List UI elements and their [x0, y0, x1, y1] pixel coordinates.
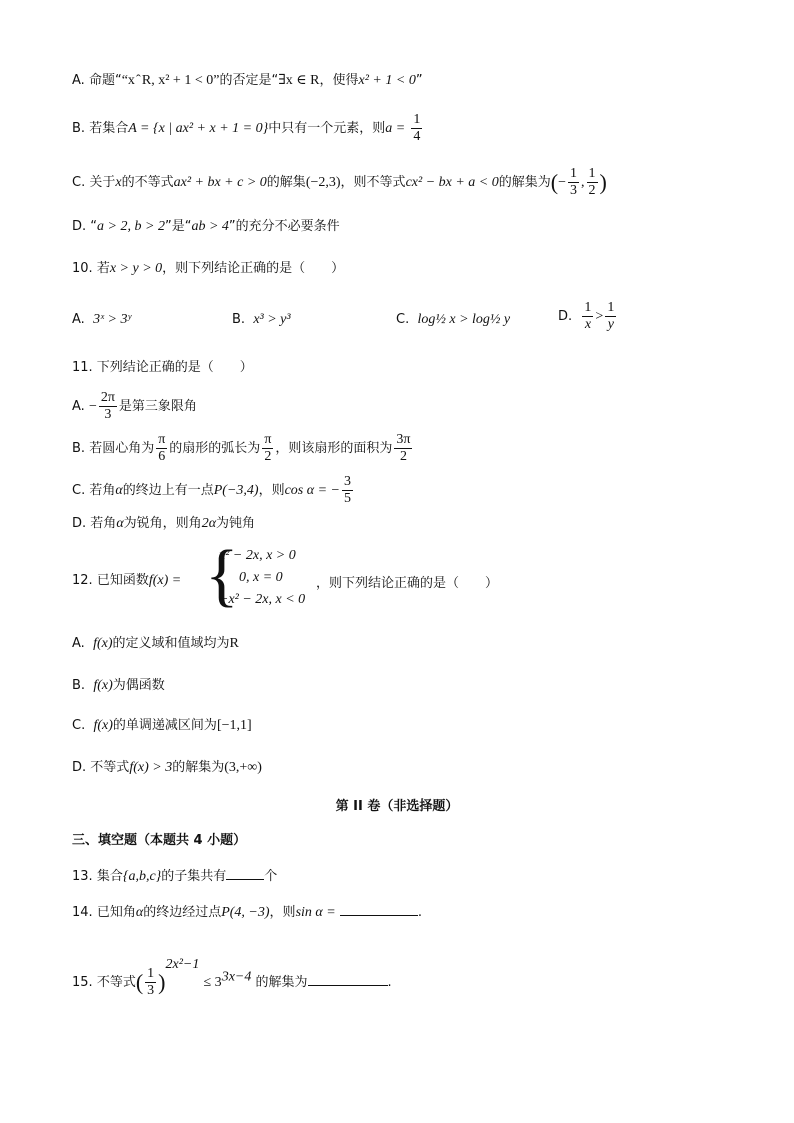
q12-option-a: A. f(x)的定义域和值域均为R	[72, 636, 239, 651]
q11-option-d: D. 若角α为锐角，则角2α为钝角	[72, 516, 256, 531]
fraction: $\frac{1}{4}$	[413, 112, 421, 144]
q11-option-c: C. 若角α的终边上有一点P(−3,4)，则cos α = − $\frac{3}{5}$	[72, 474, 351, 506]
fraction: $\frac{1}{3}$	[147, 966, 155, 998]
fraction: $\frac{1}{2}$	[588, 166, 596, 198]
q12-stem-tail: ，则下列结论正确的是（ ）	[316, 576, 499, 591]
q10-option-d: D. $\frac{1}{x}$ > $\frac{1}{y}$	[558, 300, 615, 332]
fraction: $\frac{3}{5}$	[344, 474, 351, 506]
q12-stem: 12. 已知函数f(x) =	[72, 573, 182, 588]
q10-option-c: C. log½ x > log½ y	[396, 312, 511, 327]
q12-option-c: C. f(x)的单调递减区间为[−1,1]	[72, 718, 252, 733]
q12-option-b: B. f(x)为偶函数	[72, 678, 165, 693]
fraction: $\frac{3\pi}{2}$	[396, 432, 411, 464]
answer-blank[interactable]	[226, 878, 264, 880]
section-3-title: 三、填空题（本题共 4 小题）	[72, 833, 247, 848]
cases: x² − 2x, x > 0 0, x = 0 −x² − 2x, x < 0	[219, 548, 306, 607]
q11-option-a: A. − $\frac{2\pi}{3}$ 是第三象限角	[72, 390, 197, 422]
fraction: $\frac{1}{x}$	[584, 300, 592, 332]
q10-option-a: A. 3ˣ > 3ʸ	[72, 312, 132, 327]
q10-stem: 10. 若x > y > 0，则下列结论正确的是（ ）	[72, 261, 345, 276]
answer-blank[interactable]	[308, 984, 388, 986]
q13: 13. 集合{a,b,c}的子集共有 个	[72, 869, 278, 884]
section-2-title: 第 II 卷（非选择题）	[335, 799, 459, 814]
answer-blank[interactable]	[340, 914, 418, 916]
brace: {	[205, 537, 239, 614]
fraction: $\frac{\pi}{6}$	[158, 432, 166, 464]
fraction: $\frac{2\pi}{3}$	[100, 390, 115, 422]
q9-option-b: B. 若集合A = {x | ax² + x + 1 = 0}中只有一个元素，则a = $\frac{1}{4}$	[72, 112, 421, 144]
q11-option-b: B. 若圆心角为 $\frac{\pi}{6}$ 的扇形的弧长为 $\frac{\pi}{2}$ ，则该扇形的面积为 $\frac{3\pi}{2}$	[72, 432, 411, 464]
q9-option-d: D. “a > 2, b > 2”是“ab > 4”的充分不必要条件	[72, 219, 340, 234]
q11-stem: 11. 下列结论正确的是（ ）	[72, 360, 253, 375]
fraction: $\frac{\pi}{2}$	[264, 432, 272, 464]
q10-option-b: B. x³ > y³	[232, 312, 291, 327]
q9-option-c: C. 关于x的不等式ax² + bx + c > 0的解集(−2,3)，则不等式cx² − bx + a < 0的解集为(− $\frac{1}{3}$ , $\frac{1}{2}$ )	[72, 166, 607, 198]
fraction: $\frac{1}{y}$	[607, 300, 615, 332]
q15: 15. 不等式( $\frac{1}{3}$ )$^{2x^2-1} \le 3^{3x-4}$ 的解集为 .	[72, 957, 392, 998]
fraction: $\frac{1}{3}$	[570, 166, 577, 198]
q12-option-d: D. 不等式f(x) > 3的解集为(3,+∞)	[72, 760, 262, 775]
q14: 14. 已知角α的终边经过点P(4, −3)，则sin α = .	[72, 905, 422, 920]
q9-option-a: A. 命题““x ̂ R, x² + 1 < 0”的否定是“∃x ∈ R，使得x² + 1 < 0”	[72, 73, 423, 88]
